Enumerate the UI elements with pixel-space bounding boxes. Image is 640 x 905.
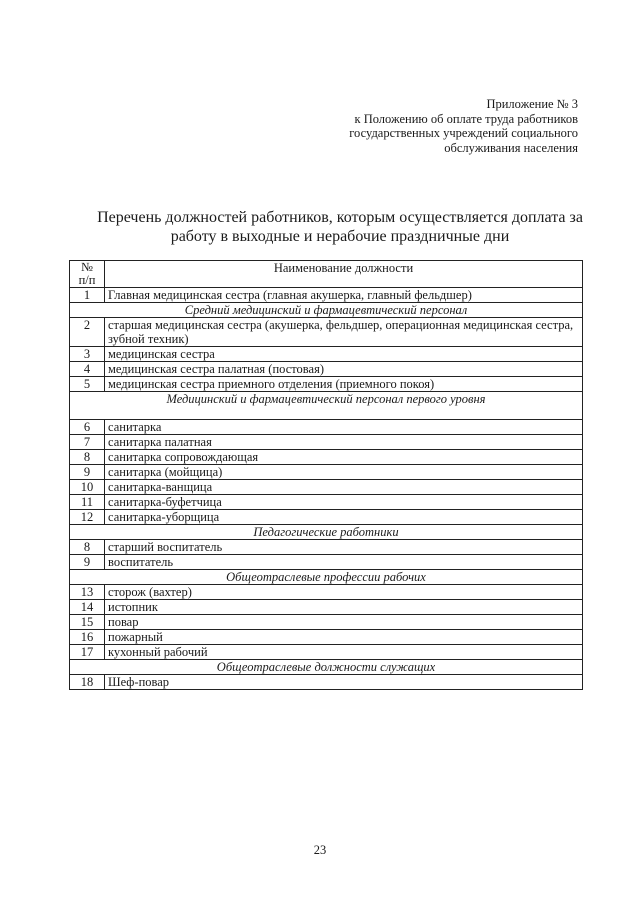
table-row	[70, 420, 583, 435]
section-heading: Общеотраслевые должности служащих	[70, 660, 583, 675]
row-position-name: медицинская сестра	[105, 347, 583, 362]
row-number: 11	[70, 495, 105, 510]
appendix-line: государственных учреждений социального	[349, 126, 578, 140]
row-number: 2	[70, 318, 105, 347]
row-position-name: санитарка-ванщица	[105, 480, 583, 495]
row-position-name: санитарка-уборщица	[105, 510, 583, 525]
table-row	[70, 480, 583, 495]
table-row	[70, 645, 583, 660]
row-position-name: старший воспитатель	[105, 540, 583, 555]
row-number: 9	[70, 465, 105, 480]
row-number: 8	[70, 540, 105, 555]
appendix-line: обслуживания населения	[444, 140, 578, 155]
table-row	[70, 377, 583, 392]
table-row	[70, 630, 583, 645]
row-number: 7	[70, 435, 105, 450]
row-number: 17	[70, 645, 105, 660]
table-row	[70, 675, 583, 690]
section-row	[70, 303, 583, 318]
row-number: 15	[70, 615, 105, 630]
table-row	[70, 435, 583, 450]
document-title-line: Перечень должностей работников, которым осуществляется доплата за	[97, 209, 583, 226]
row-number: 13	[70, 585, 105, 600]
row-position-name: санитарка	[105, 420, 583, 435]
table-header-row	[70, 261, 583, 288]
row-number: 1	[70, 288, 105, 303]
row-number: 4	[70, 362, 105, 377]
table-row	[70, 615, 583, 630]
appendix-line: к Положению об оплате труда работников	[354, 111, 578, 126]
table-row	[70, 288, 583, 303]
row-number: 18	[70, 675, 105, 690]
row-position-name: кухонный рабочий	[105, 645, 583, 660]
table-row	[70, 318, 583, 347]
page-number: 23	[313, 843, 327, 857]
header-number-abbr: п/п	[78, 273, 96, 287]
row-position-name: медицинская сестра приемного отделения (приемного покоя)	[105, 377, 583, 392]
section-row	[70, 660, 583, 675]
row-number: 9	[70, 555, 105, 570]
row-number: 16	[70, 630, 105, 645]
positions-table	[69, 260, 583, 690]
table-body	[70, 288, 583, 690]
row-position-name: сторож (вахтер)	[105, 585, 583, 600]
row-position-name: санитарка сопровождающая	[105, 450, 583, 465]
table-row	[70, 465, 583, 480]
table-row	[70, 510, 583, 525]
row-position-name: санитарка (мойщица)	[105, 465, 583, 480]
section-heading: Медицинский и фармацевтический персонал первого уровня	[70, 392, 583, 420]
document-title-line: работу в выходные и нерабочие праздничные дни	[170, 228, 510, 245]
row-position-name: Главная медицинская сестра (главная акушерка, главный фельдшер)	[105, 288, 583, 303]
row-position-name: Шеф-повар	[105, 675, 583, 690]
row-number: 5	[70, 377, 105, 392]
header-number	[70, 261, 105, 288]
table-row	[70, 347, 583, 362]
row-position-name: санитарка палатная	[105, 435, 583, 450]
row-number: 6	[70, 420, 105, 435]
table-row	[70, 555, 583, 570]
section-heading: Средний медицинский и фармацевтический персонал	[70, 303, 583, 318]
appendix-header	[349, 97, 578, 155]
document-title	[80, 208, 600, 246]
table-row	[70, 495, 583, 510]
row-number: 12	[70, 510, 105, 525]
table-row	[70, 540, 583, 555]
table-row	[70, 450, 583, 465]
table-row	[70, 600, 583, 615]
section-heading: Педагогические работники	[70, 525, 583, 540]
row-number: 8	[70, 450, 105, 465]
row-position-name: медицинская сестра палатная (постовая)	[105, 362, 583, 377]
header-number-symbol: №	[81, 260, 93, 274]
section-row	[70, 570, 583, 585]
row-position-name: старшая медицинская сестра (акушерка, фельдшер, операционная медицинская сестра, зубной техник)	[105, 318, 583, 347]
row-position-name: истопник	[105, 600, 583, 615]
row-number: 3	[70, 347, 105, 362]
section-row	[70, 525, 583, 540]
section-row	[70, 392, 583, 420]
appendix-line: Приложение № 3	[486, 97, 578, 111]
row-position-name: пожарный	[105, 630, 583, 645]
row-position-name: санитарка-буфетчица	[105, 495, 583, 510]
row-position-name: воспитатель	[105, 555, 583, 570]
row-number: 10	[70, 480, 105, 495]
row-number: 14	[70, 600, 105, 615]
section-heading: Общеотраслевые профессии рабочих	[70, 570, 583, 585]
table-row	[70, 362, 583, 377]
table-row	[70, 585, 583, 600]
row-position-name: повар	[105, 615, 583, 630]
header-position-name: Наименование должности	[105, 261, 583, 288]
